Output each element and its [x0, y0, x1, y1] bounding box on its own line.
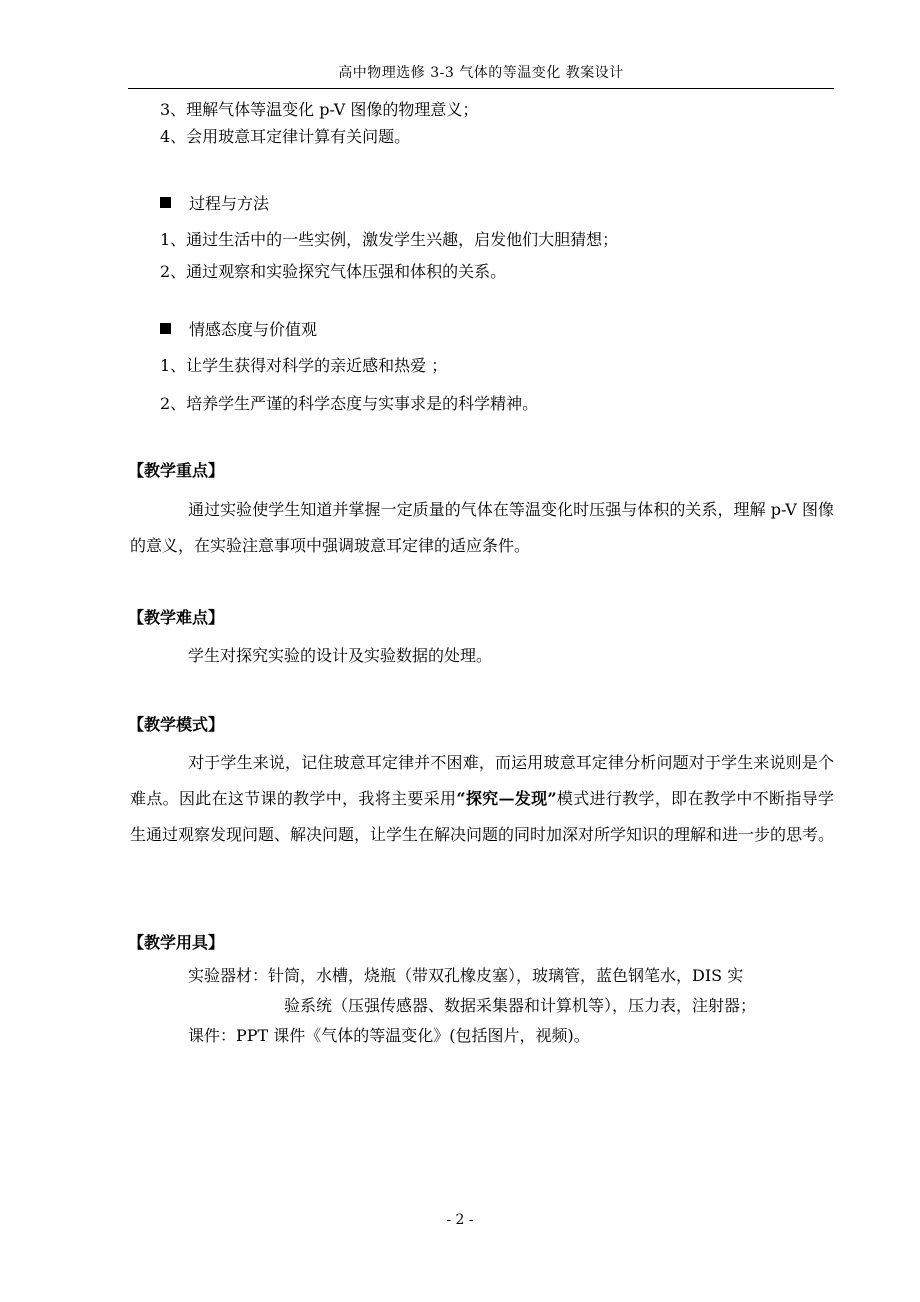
tools-heading: 【教学用具】	[128, 933, 225, 952]
page-number: - 2 -	[446, 1212, 474, 1228]
process-methods-item-1: 1、通过生活中的一些实例，激发学生兴趣，启发他们大胆猜想；	[160, 230, 619, 249]
tools-equipment-line-1: 实验器材：针筒，水槽，烧瓶（带双孔橡皮塞），玻璃管，蓝色钢笔水，DIS 实	[188, 966, 744, 985]
key-points-heading: 【教学重点】	[128, 461, 225, 480]
difficulties-text: 学生对探究实验的设计及实验数据的处理。	[188, 646, 493, 665]
mode-heading: 【教学模式】	[128, 715, 225, 734]
key-points-text: 通过实验使学生知道并掌握一定质量的气体在等温变化时压强与体积的关系，理解 p-V 图像的意义，在实验注意事项中强调玻意耳定律的适应条件。	[130, 500, 834, 555]
objective-item-3: 3、理解气体等温变化 p-V 图像的物理意义；	[160, 100, 479, 119]
mode-paragraph	[130, 745, 834, 853]
objective-item-4: 4、会用玻意耳定律计算有关问题。	[160, 127, 411, 146]
attitude-values-heading	[160, 319, 317, 341]
tools-equipment-line-2: 验系统（压强传感器、数据采集器和计算机等），压力表，注射器；	[284, 996, 757, 1015]
difficulties-heading: 【教学难点】	[128, 608, 225, 627]
attitude-values-item-2: 2、培养学生严谨的科学态度与实事求是的科学精神。	[160, 394, 539, 413]
square-bullet-icon	[160, 323, 171, 334]
header-divider	[128, 88, 834, 89]
key-points-paragraph	[130, 492, 834, 564]
process-methods-title: 过程与方法	[189, 194, 270, 213]
page-header: 高中物理选修 3-3 气体的等温变化 教案设计	[338, 65, 624, 81]
mode-text-after: 模式进行教学，即在教学中不断指导学生通过观察发现问题、解决问题，让学生在解决问题的同时加深对所学知识的理解和进一步的思考。	[130, 789, 835, 844]
square-bullet-icon	[160, 197, 171, 208]
tools-courseware: 课件：PPT 课件《气体的等温变化》(包括图片，视频)。	[188, 1026, 590, 1045]
mode-text-before: 对于学生来说，记住玻意耳定律并不困难，而运用玻意耳定律分析问题对于学生来说则是个难点。因此在这节课的教学中，我将主要采用	[130, 753, 834, 808]
process-methods-item-2: 2、通过观察和实验探究气体压强和体积的关系。	[160, 262, 507, 281]
mode-emphasis: “探究—发现”	[456, 789, 557, 808]
attitude-values-title: 情感态度与价值观	[189, 320, 318, 339]
attitude-values-item-1: 1、让学生获得对科学的亲近感和热爱 ；	[160, 356, 448, 375]
process-methods-heading	[160, 193, 269, 215]
